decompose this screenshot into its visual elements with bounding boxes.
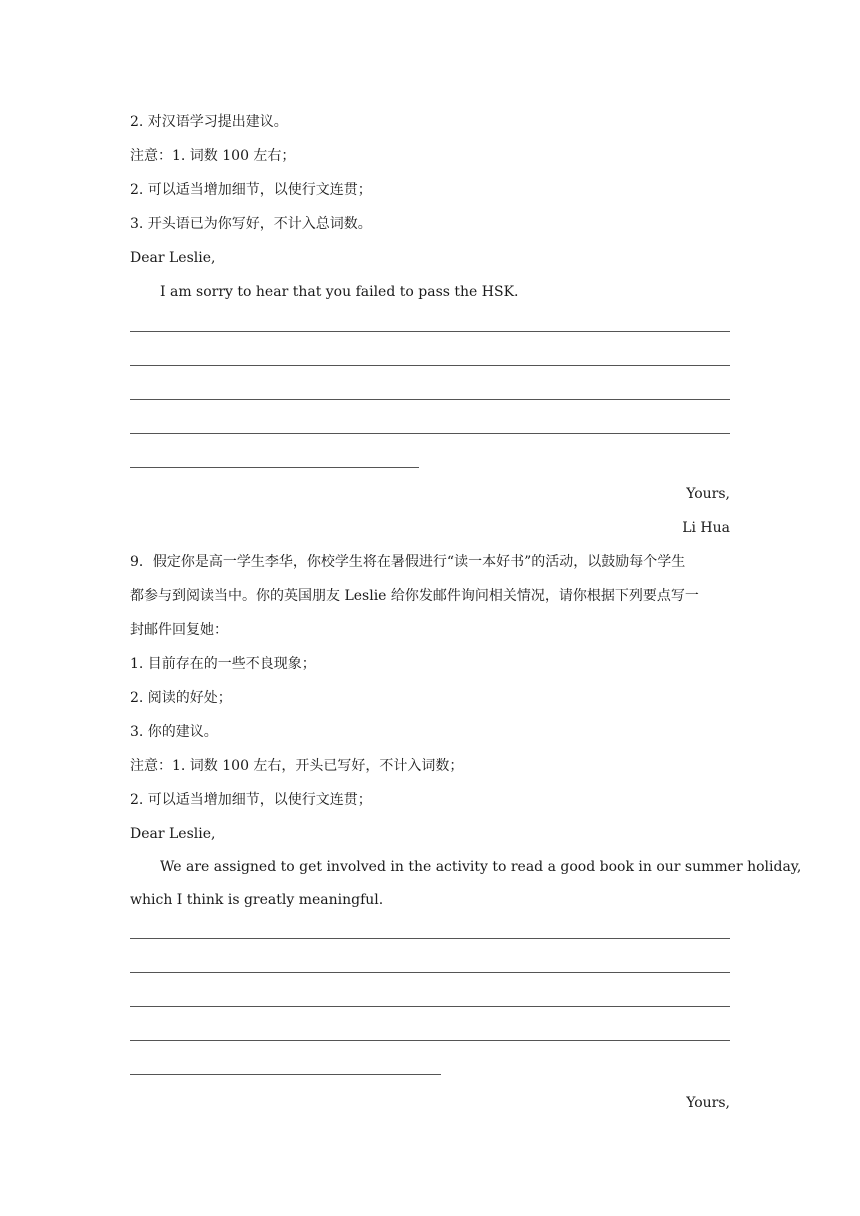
q8-salutation: Dear Leslie, <box>130 250 216 266</box>
q8-answer-line[interactable] <box>130 365 730 366</box>
q9-answer-line[interactable] <box>130 1040 730 1041</box>
q9-opening-line-2: which I think is greatly meaningful. <box>130 892 384 908</box>
q9-answer-line-short[interactable] <box>130 1074 441 1075</box>
q8-answer-line[interactable] <box>130 433 730 434</box>
q9-prompt-line-3: 封邮件回复她： <box>130 622 228 638</box>
q9-point-2: 2. 阅读的好处； <box>130 690 232 706</box>
q9-answer-line[interactable] <box>130 938 730 939</box>
q9-closing: Yours, <box>686 1095 730 1111</box>
q8-answer-line-short[interactable] <box>130 467 419 468</box>
q8-opening-sentence: I am sorry to hear that you failed to pass the HSK. <box>160 284 519 300</box>
worksheet-page <box>130 0 802 1216</box>
q8-note-3: 3. 开头语已为你写好，不计入总词数。 <box>130 216 372 232</box>
q8-answer-line[interactable] <box>130 331 730 332</box>
q8-note-2: 2. 可以适当增加细节，以使行文连贯； <box>130 182 372 198</box>
q8-signature: Li Hua <box>682 520 730 536</box>
q9-prompt-line-2: 都参与到阅读当中。你的英国朋友 Leslie 给你发邮件询问相关情况，请你根据下列要点写一 <box>130 588 699 604</box>
q8-note-1: 注意：1. 词数 100 左右； <box>130 148 296 164</box>
q9-answer-line[interactable] <box>130 972 730 973</box>
q9-note-2: 2. 可以适当增加细节，以使行文连贯； <box>130 792 372 808</box>
q8-requirement-2: 2. 对汉语学习提出建议。 <box>130 114 288 130</box>
q9-point-1: 1. 目前存在的一些不良现象； <box>130 656 316 672</box>
q8-answer-line[interactable] <box>130 399 730 400</box>
q9-salutation: Dear Leslie, <box>130 826 216 842</box>
q9-prompt-line-1: 9．假定你是高一学生李华，你校学生将在暑假进行“读一本好书”的活动，以鼓励每个学生 <box>130 554 686 570</box>
q9-answer-line[interactable] <box>130 1006 730 1007</box>
q9-note-1: 注意：1. 词数 100 左右，开头已写好，不计入词数； <box>130 758 464 774</box>
q9-opening-line-1: We are assigned to get involved in the activity to read a good book in our summer holiday, <box>160 859 802 875</box>
q9-point-3: 3. 你的建议。 <box>130 724 218 740</box>
q8-closing: Yours, <box>686 486 730 502</box>
